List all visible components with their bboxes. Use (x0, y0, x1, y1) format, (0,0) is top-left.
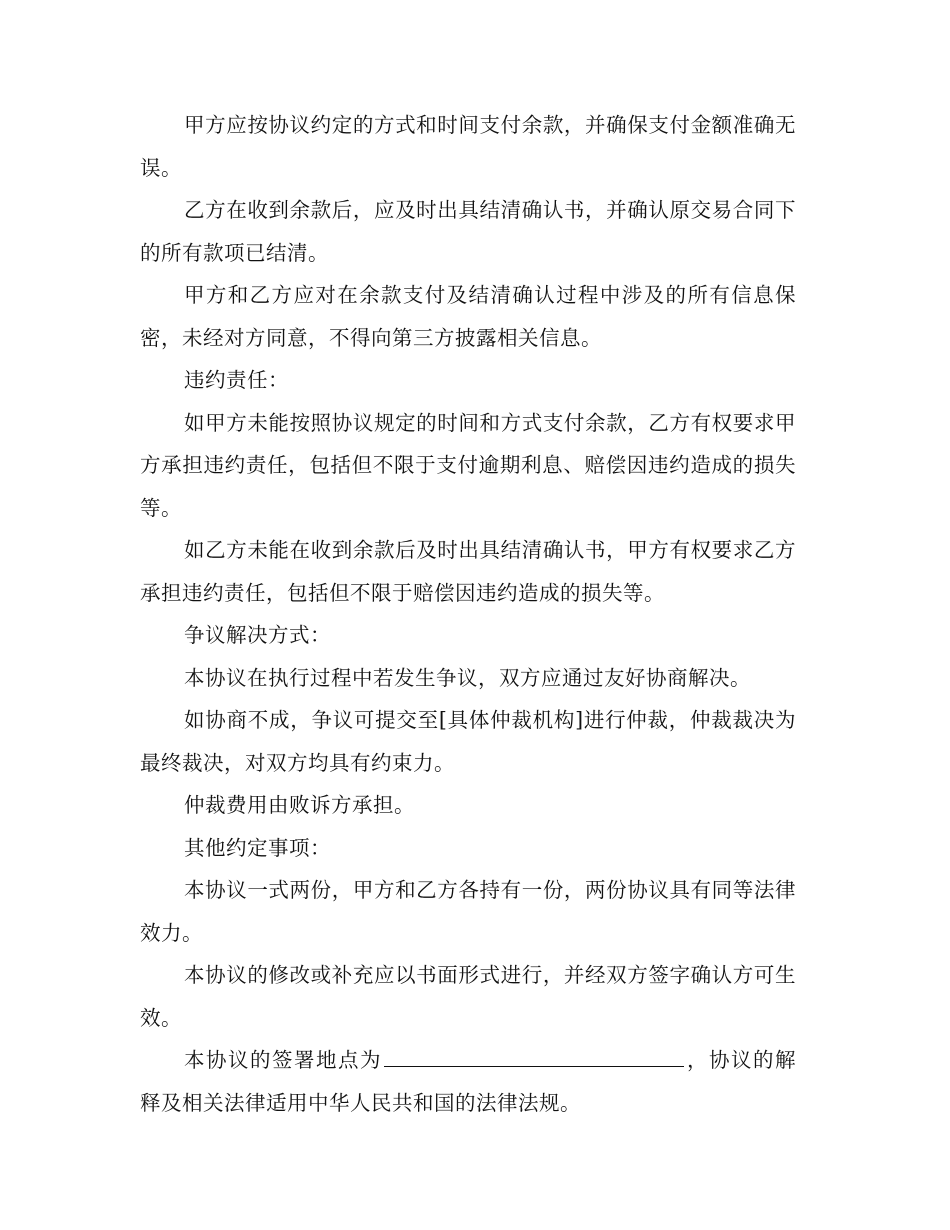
heading-dispute-resolution: 争议解决方式： (184, 623, 331, 647)
heading-other-terms: 其他约定事项： (184, 835, 331, 860)
paragraph-confidentiality: 甲方和乙方应对在余款支付及结清确认过程中涉及的所有信息保密，未经对方同意，不得向第三方披露相关信息。 (140, 283, 796, 350)
paragraph-negotiation: 本协议在执行过程中若发生争议，双方应通过友好协商解决。 (184, 665, 751, 690)
signing-place-text: 本协议的签署地点为 (184, 1048, 382, 1072)
signing-place-blank-line (384, 1065, 684, 1067)
paragraph-signing-place (140, 1039, 796, 1124)
heading-breach-liability: 违约责任： (184, 368, 289, 392)
paragraph-party-a-breach: 如甲方未能按照协议规定的时间和方式支付余款，乙方有权要求甲方承担违约责任，包括但不限于支付逾期利息、赔偿因违约造成的损失等。 (140, 410, 796, 520)
paragraph-copies: 本协议一式两份，甲方和乙方各持有一份，两份协议具有同等法律效力。 (140, 878, 796, 945)
paragraph-settlement-confirmation: 乙方在收到余款后，应及时出具结清确认书，并确认原交易合同下的所有款项已结清。 (140, 198, 796, 265)
paragraph-arbitration: 如协商不成，争议可提交至[具体仲裁机构]进行仲裁，仲裁裁决为最终裁决，对双方均具有约束力。 (140, 708, 796, 775)
paragraph-payment-method: 甲方应按协议约定的方式和时间支付余款，并确保支付金额准确无误。 (140, 113, 796, 180)
paragraph-party-b-breach: 如乙方未能在收到余款后及时出具结清确认书，甲方有权要求乙方承担违约责任，包括但不限于赔偿因违约造成的损失等。 (140, 538, 796, 605)
document-page (140, 104, 796, 1124)
paragraph-amendments: 本协议的修改或补充应以书面形式进行，并经双方签字确认方可生效。 (140, 963, 796, 1030)
paragraph-arbitration-fees: 仲裁费用由败诉方承担。 (184, 793, 415, 817)
governing-law-text: ，协议的解释及相关法律适用中华人民共和国的法律法规。 (140, 1048, 796, 1115)
